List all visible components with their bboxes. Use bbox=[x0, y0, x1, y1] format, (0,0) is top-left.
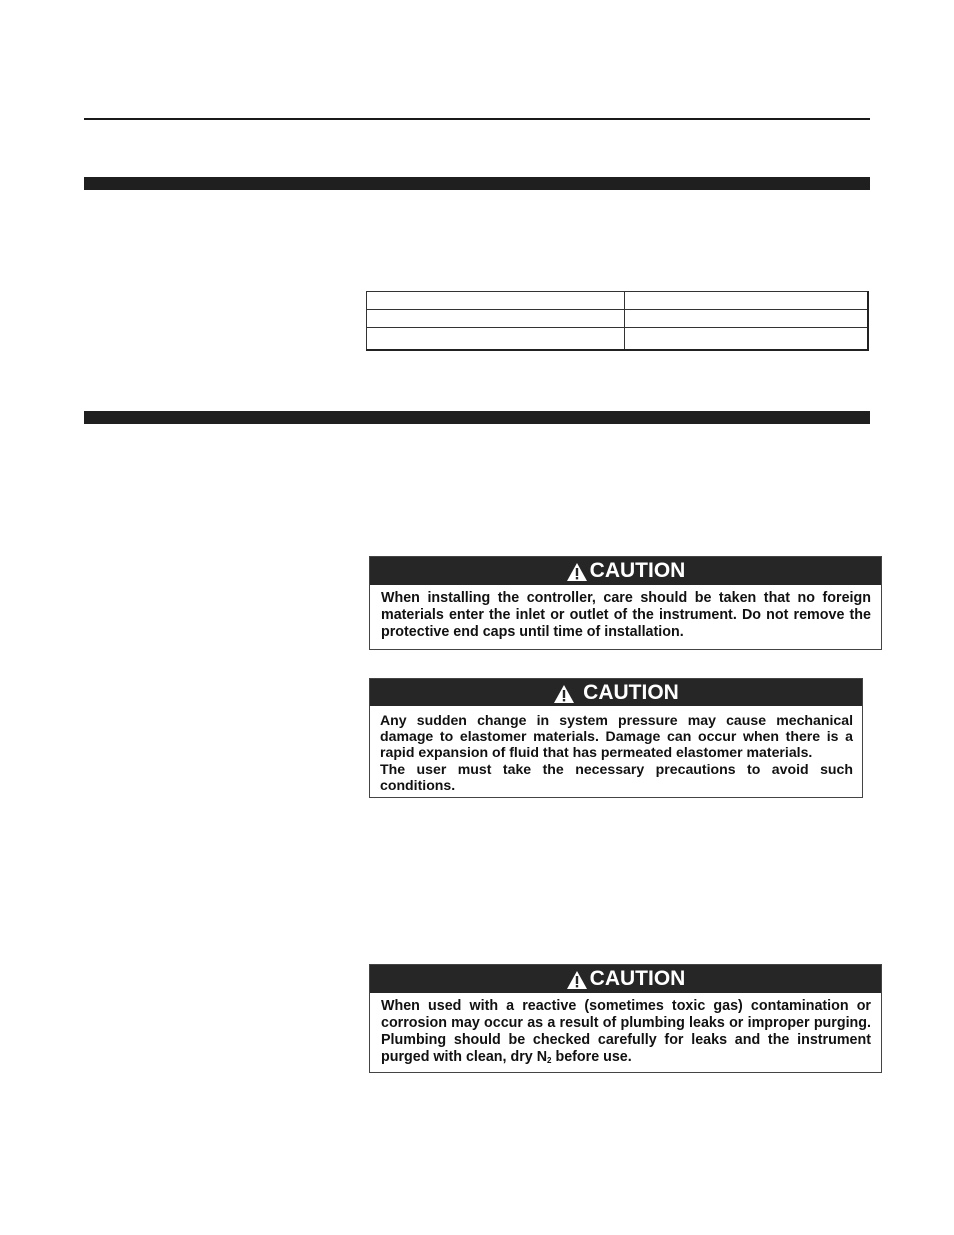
table-cell bbox=[625, 292, 869, 310]
table-cell bbox=[367, 292, 625, 310]
caution-text bbox=[370, 993, 881, 1073]
caution-title: CAUTION bbox=[589, 559, 686, 582]
warning-triangle-icon bbox=[566, 970, 588, 990]
table-cell bbox=[367, 310, 625, 328]
top-rule bbox=[84, 118, 870, 120]
caution-title: CAUTION bbox=[589, 967, 686, 990]
caution-text-main: When used with a reactive (sometimes toxic gas) contamination or corrosion may occur as a result of plumbing leaks or improper purging. Plumbing should be checked carefully for leaks and the instrument purged with clean, dry N bbox=[381, 998, 871, 1065]
table-cell bbox=[625, 328, 869, 351]
warning-triangle-icon bbox=[566, 562, 588, 582]
table-cell bbox=[625, 310, 869, 328]
table-cell bbox=[367, 328, 625, 351]
table-row bbox=[367, 292, 869, 310]
caution-text: When installing the controller, care should be taken that no foreign materials enter the inlet or outlet of the instrument. Do not remove the protective end caps until time of installation. bbox=[381, 590, 871, 640]
caution-box bbox=[369, 556, 882, 650]
caution-header bbox=[370, 679, 862, 706]
warning-triangle-icon bbox=[553, 684, 575, 704]
caution-header bbox=[370, 965, 881, 993]
caution-text-end: before use. bbox=[551, 1049, 632, 1065]
table-row bbox=[367, 328, 869, 351]
section-header-bar bbox=[84, 411, 870, 424]
subscript: 2 bbox=[547, 1056, 552, 1065]
section-header-bar bbox=[84, 177, 870, 190]
caution-box bbox=[369, 964, 882, 1073]
spec-table bbox=[366, 291, 869, 351]
caution-header bbox=[370, 557, 881, 585]
table-row bbox=[367, 310, 869, 328]
caution-text: Any sudden change in system pressure may cause mechanical damage to elastomer materials. Damage can occur when there is a rapid expansion of fluid that has permeated elastomer materials. The user must take the necessary precautions to avoid such conditions. bbox=[380, 712, 853, 793]
caution-title: CAUTION bbox=[583, 680, 679, 704]
caution-box bbox=[369, 678, 863, 798]
